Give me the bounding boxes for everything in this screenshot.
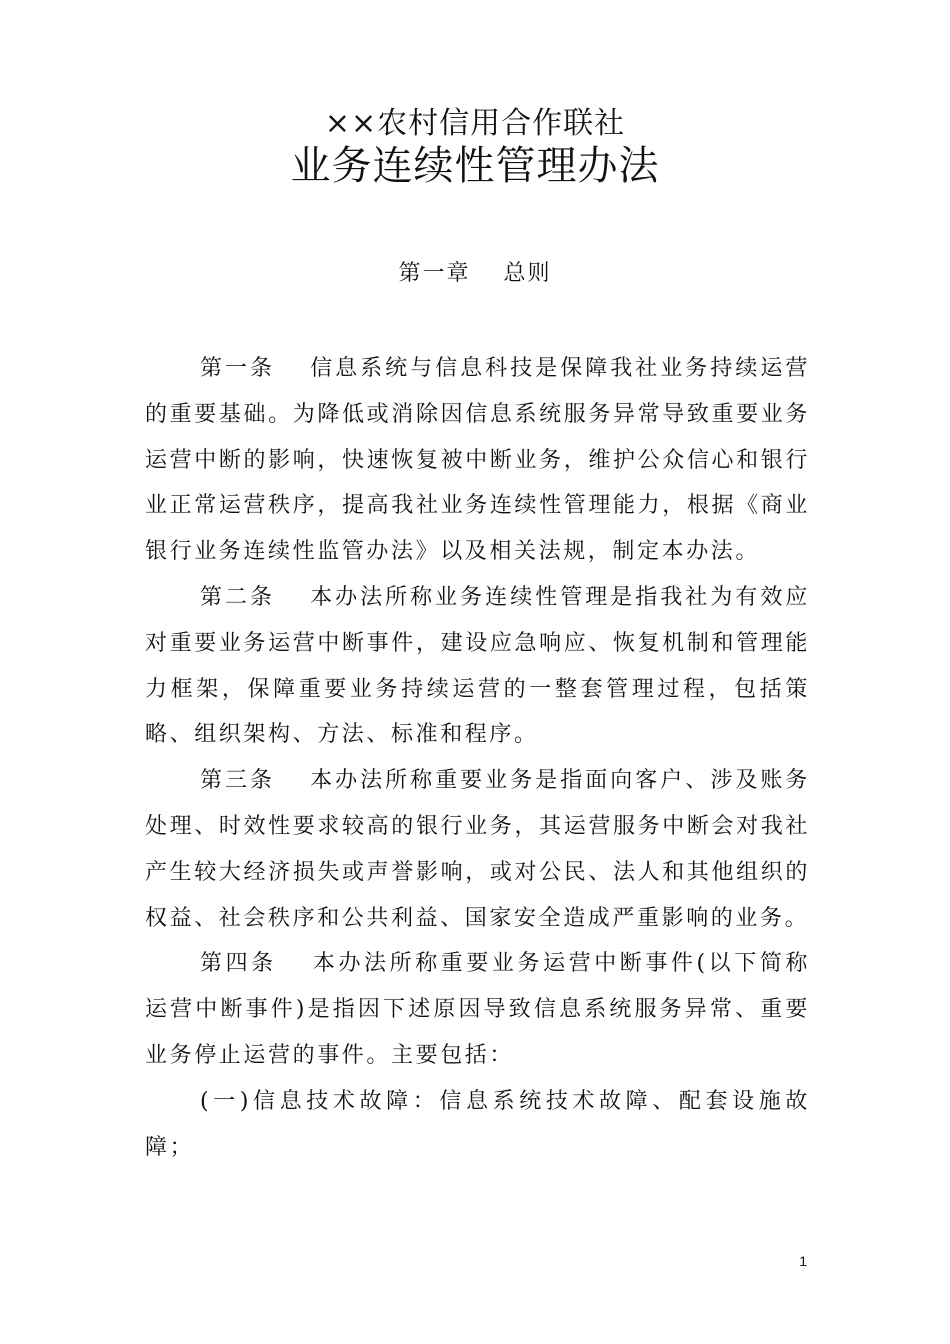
article-3: [145, 758, 810, 941]
article-text: 本办法所称重要业务运营中断事件(以下简称运营中断事件)是指因下述原因导致信息系统服务异常、重要业务停止运营的事件。主要包括：: [145, 951, 810, 1068]
article-label: 第四条: [200, 951, 277, 977]
article-2: [145, 575, 810, 758]
chapter-heading: 第一章 总则: [398, 261, 552, 286]
article-text: 本办法所称业务连续性管理是指我社为有效应对重要业务运营中断事件，建设应急响应、恢复机制和管理能力框架，保障重要业务持续运营的一整套管理过程，包括策略、组织架构、方法、标准和程序。: [145, 584, 810, 748]
document-body: [145, 346, 810, 1170]
document-title: 业务连续性管理办法: [290, 143, 660, 189]
article-text: 本办法所称重要业务是指面向客户、涉及账务处理、时效性要求较高的银行业务，其运营服务中断会对我社产生较大经济损失或声誉影响，或对公民、法人和其他组织的权益、社会秩序和公共利益、国家安全造成严重影响的业务。: [145, 768, 810, 931]
article-text: 信息系统与信息科技是保障我社业务持续运营的重要基础。为降低或消除因信息系统服务异常导致重要业务运营中断的影响，快速恢复被中断业务，维护公众信心和银行业正常运营秩序，提高我社业务连续性管理能力，根据《商业银行业务连续性监管办法》以及相关法规，制定本办法。: [145, 356, 810, 565]
org-title: ××农村信用合作联社: [324, 106, 626, 141]
article-1: [145, 346, 810, 575]
article-label: 第三条: [200, 768, 276, 794]
page-number: 1: [799, 1253, 807, 1269]
article-label: 第二条: [200, 584, 276, 610]
list-item: [145, 1079, 810, 1171]
item-text: (一)信息技术故障：信息系统技术故障、配套设施故障；: [145, 1088, 810, 1160]
article-4: [145, 941, 810, 1078]
article-label: 第一条: [200, 356, 276, 381]
